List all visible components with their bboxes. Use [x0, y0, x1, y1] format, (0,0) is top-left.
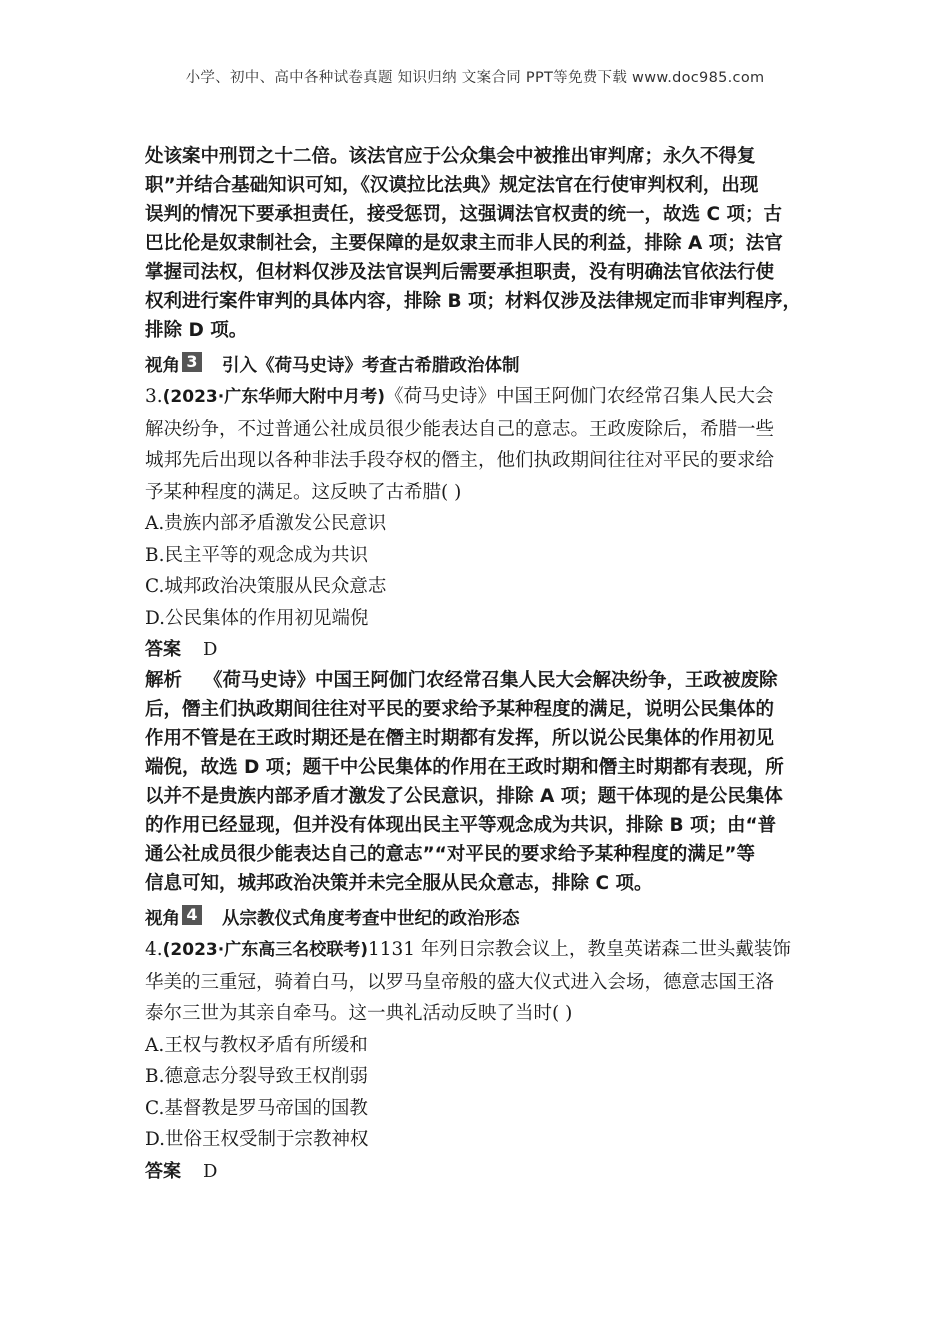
- explanation-line: 误判的情况下要承担责任，接受惩罚，这强调法官权责的统一，故选 C 项；古: [145, 204, 782, 225]
- question-stem-line: 解决纷争，不过普通公社成员很少能表达自己的意志。王政废除后，希腊一些: [145, 418, 775, 440]
- analysis-line: 作用不管是在王政时期还是在僭主时期都有发挥，所以说公民集体的作用初见: [145, 728, 775, 749]
- option-a: A.王权与教权矛盾有所缓和: [145, 1034, 368, 1056]
- question-source: (2023·广东华师大附中月考): [162, 387, 385, 407]
- section-title: 引入《荷马史诗》考查古希腊政治体制: [222, 356, 520, 376]
- question-stem-line: 城邦先后出现以各种非法手段夺权的僭主，他们执政期间往往对平民的要求给: [145, 450, 775, 471]
- option-d: D.世俗王权受制于宗教神权: [145, 1129, 369, 1150]
- answer-label: 答案: [145, 1160, 181, 1182]
- analysis-line: 通公社成员很少能表达自己的意志”“对平民的要求给予某种程度的满足”等: [145, 844, 755, 865]
- option-b: B.民主平等的观念成为共识: [145, 544, 368, 566]
- analysis-line: 后，僭主们执政期间往往对平民的要求给予某种程度的满足，说明公民集体的: [145, 699, 775, 720]
- previous-explanation: [145, 142, 813, 345]
- question-3: [145, 381, 813, 666]
- analysis-3: [145, 666, 813, 898]
- section-number-badge: 4: [182, 905, 202, 925]
- explanation-line: 职”并结合基础知识可知，《汉谟拉比法典》规定法官在行使审判权利，出现: [145, 175, 759, 196]
- question-number: 4.: [145, 939, 163, 960]
- answer-label: 答案: [145, 639, 181, 660]
- question-stem-first-line: [145, 381, 813, 414]
- explanation-line: 处该案中刑罚之十二倍。该法官应于公众集会中被推出审判席；永久不得复: [145, 146, 756, 167]
- analysis-text: 《荷马史诗》中国王阿伽门农经常召集人民大会解决纷争，王政被废除: [204, 670, 778, 691]
- question-stem-line: 华美的三重冠，骑着白马，以罗马皇帝般的盛大仪式进入会场，德意志国王洛: [145, 971, 775, 993]
- section-prefix: 视角: [145, 356, 180, 376]
- explanation-line: 权利进行案件审判的具体内容，排除 B 项；材料仅涉及法律规定而非审判程序，: [145, 291, 801, 312]
- section-number-badge: 3: [182, 352, 202, 372]
- section-heading-4: [145, 904, 813, 934]
- question-stem: 《荷马史诗》中国王阿伽门农经常召集人民大会: [384, 386, 774, 407]
- analysis-line: 以并不是贵族内部矛盾才激发了公民意识，排除 A 项；题干体现的是公民集体: [145, 786, 783, 807]
- option-a: A.贵族内部矛盾激发公民意识: [145, 513, 387, 534]
- option-d: D.公民集体的作用初见端倪: [145, 607, 369, 629]
- answer-value: D: [203, 639, 218, 660]
- section-title: 从宗教仪式角度考查中世纪的政治形态: [222, 909, 520, 929]
- page-header: 小学、初中、高中各种试卷真题 知识归纳 文案合同 PPT等免费下载 www.doc985.com: [185, 70, 765, 86]
- option-c: C.城邦政治决策服从民众意志: [145, 576, 387, 597]
- section-prefix: 视角: [145, 909, 180, 929]
- explanation-line: 巴比伦是奴隶制社会，主要保障的是奴隶主而非人民的利益，排除 A 项；法官: [145, 233, 783, 254]
- question-source: (2023·广东高三名校联考): [162, 940, 368, 960]
- question-stem: 1131 年列日宗教会议上，教皇英诺森二世头戴装饰: [367, 939, 791, 960]
- answer-line: [145, 634, 813, 666]
- section-heading-3: [145, 351, 813, 381]
- analysis-label: 解析: [145, 670, 183, 691]
- answer-value: D: [203, 1160, 218, 1182]
- question-stem-line: 泰尔三世为其亲自牵马。这一典礼活动反映了当时( ): [145, 1003, 573, 1024]
- answer-line: [145, 1156, 813, 1188]
- analysis-line: 的作用已经显现，但并没有体现出民主平等观念成为共识，排除 B 项；由“普: [145, 815, 777, 836]
- option-b: B.德意志分裂导致王权削弱: [145, 1066, 368, 1087]
- option-c: C.基督教是罗马帝国的国教: [145, 1097, 368, 1119]
- explanation-line: 掌握司法权，但材料仅涉及法官误判后需要承担职责，没有明确法官依法行使: [145, 262, 775, 283]
- question-stem-line: 予某种程度的满足。这反映了古希腊( ): [145, 481, 462, 503]
- explanation-line: 排除 D 项。: [145, 320, 248, 341]
- question-stem-first-line: [145, 934, 813, 967]
- question-number: 3.: [145, 386, 163, 407]
- analysis-line: [145, 666, 813, 695]
- analysis-line: 端倪，故选 D 项；题干中公民集体的作用在王政时期和僭主时期都有表现，所: [145, 757, 784, 778]
- question-4: [145, 934, 813, 1188]
- analysis-line: 信息可知，城邦政治决策并未完全服从民众意志，排除 C 项。: [145, 873, 653, 894]
- page-content: [145, 142, 813, 1188]
